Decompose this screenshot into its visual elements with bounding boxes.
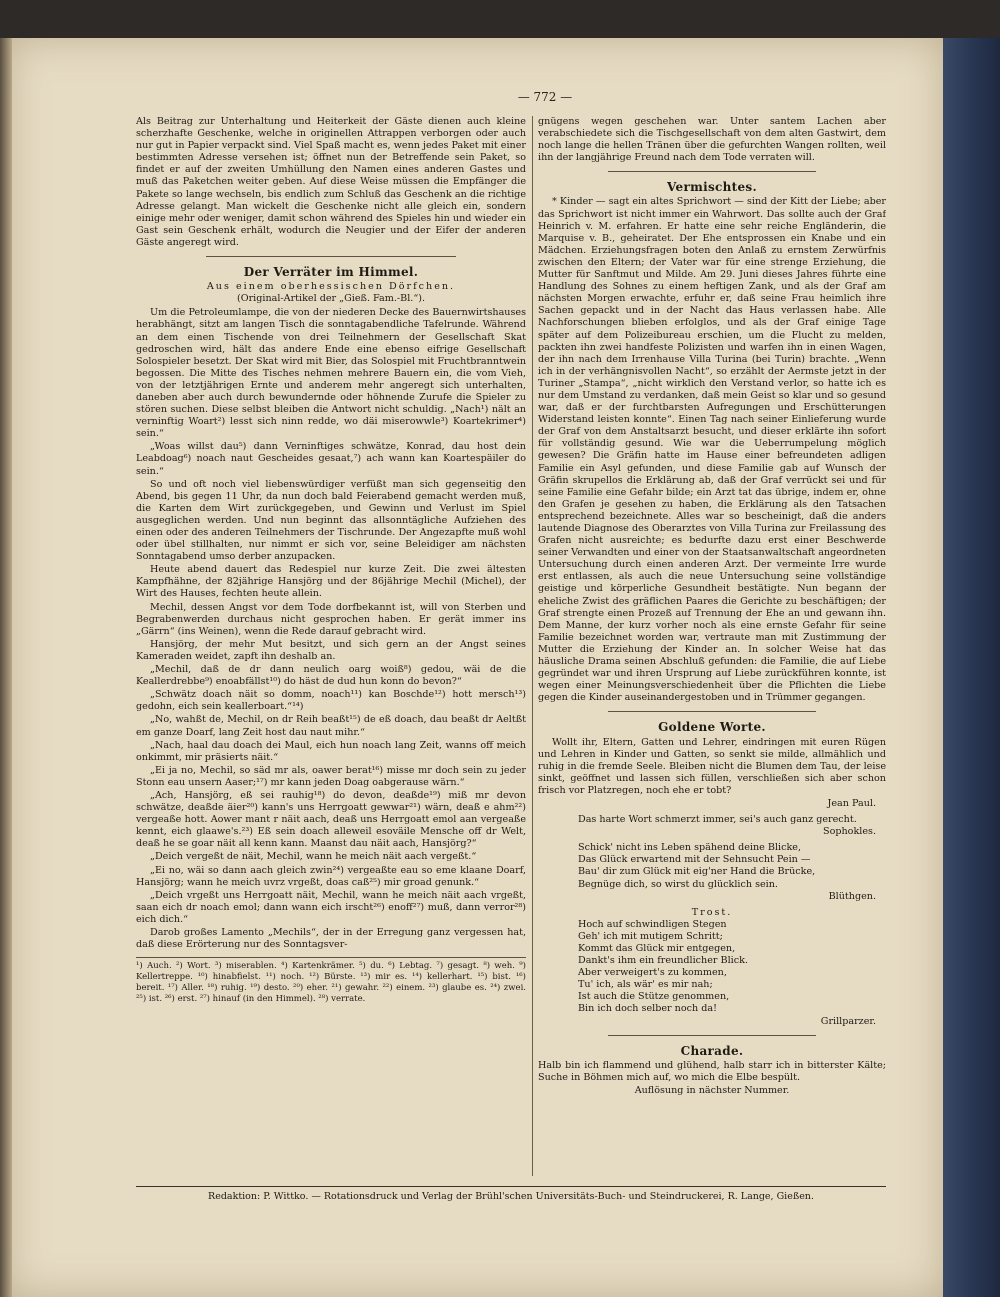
paragraph: Hansjörg, der mehr Mut besitzt, und sich gern an der Angst seines Kameraden weidet, zapft ihn deshalb an. — [136, 638, 526, 662]
intro-paragraph: Als Beitrag zur Unterhaltung und Heiterkeit der Gäste dienen auch kleine scherzhafte Geschenke, welche in originellen Attrappen verborgen oder auch nur gut in Papier verpackt sind. Viel Spaß macht es, wenn jedes Paket mit einer bestimmten Adresse versehen ist; öffnet nun der Betreffende sein Paket, so findet er auf der zweiten Umhüllung den Namen eines anderen Gastes und muß das Paketchen weiter geben. Auf diese Weise müssen die Empfänger die Pakete so lange wechseln, bis endlich zum Schluß das Geschenk an die richtige Adresse gelangt. Man wickelt die Geschenke nicht alle gleich ein, sondern einige mehr oder weniger, damit schon während des Spieles hin und wieder ein Gast sein Geschenk erhält, wodurch die Neugier und der Eifer der anderen Gäste angeregt wird. — [136, 116, 526, 248]
paragraph: „Deich vergeßt de näit, Mechil, wann he meich näit aach vergeßt.“ — [150, 851, 477, 863]
paragraph: So und oft noch viel liebenswürdiger verfüßt man sich gegenseitig den Abend, bis gegen 11 Uhr, da nun doch bald Feierabend gemacht werden muß, die Karten dem Wirt zurückgegeben, und Gewinn und Verlust im Spiel ausgeglichen werden. Und nun beginnt das allsonntägliche Aufziehen des einen oder des anderen Teilnehmers der Tischrunde. Der Angezapfte muß wohl oder übel stillhalten, nur nimmt er sich vor, seine Beleidiger am nächsten Sonntagabend umso derber anzupacken. — [136, 478, 526, 563]
charade-title: Charade. — [680, 1043, 744, 1058]
goldene-worte-prose: Wollt ihr, Eltern, Gatten und Lehrer, eindringen mit euren Rügen und Lehren in Kinder und Gatten, so senkt sie milde, allmählich und ruhig in die fremde Seele. Bleiben nicht die Blumen dem Tau, der leise sinkt, geöffnet und lassen sich füllen, verschließen sich aber schon frisch vor Platzregen, noch ehe er tobt? — [538, 736, 886, 796]
poem-line: Tu' ich, als wär' es mir nah; — [578, 979, 713, 991]
poem-title: Trost. — [691, 906, 733, 918]
poem-line: Kommt das Glück mir entgegen, — [578, 943, 736, 954]
poem-line: Bin ich doch selber noch da! — [578, 1003, 717, 1015]
article-title: Der Verräter im Himmel. — [243, 265, 419, 280]
poem-line: Begnüge dich, so wirst du glücklich sein. — [578, 878, 778, 890]
paragraph: Heute abend dauert das Redespiel nur kurze Zeit. Die zwei ältesten Kampfhähne, der 82jährige Hansjörg und der 86jährige Mechil (Michel), der Wirt des Hauses, fechten heute allein. — [136, 564, 526, 600]
paragraph: „Ei no, wäi so dann aach gleich zwin²⁴) vergeaßte eau so eme klaane Doarf, Hansjörg; wann he meich uvrz vrgeßt, doas caß²⁵) mir groad genunk.“ — [136, 864, 526, 888]
poem-author: Grillparzer. — [820, 1015, 876, 1027]
paragraph: „Deich vrgeßt uns Herrgoatt näit, Mechil, wann he meich näit aach vrgeßt, saan eich dr noach emol; dann wann eich irscht²⁶) enoff²⁷) muß, dann verror²⁸) eich dich.“ — [136, 889, 526, 925]
paragraph: Darob großes Lamento „Mechils“, der in der Erregung ganz vergessen hat, daß diese Erörterung nur des Sonntagsver- — [136, 927, 526, 951]
paragraph: „Ach, Hansjörg, eß sei rauhig¹⁸) do devon, deaßde¹⁹) miß mr devon schwätze, deaßde äier²⁰) kann's uns Herrgoatt gewwar²¹) wärn, deaß e ahm²²) vergeaße hott. Aower mant r näit aach, deaß uns Herrgoatt emol aan vergeaße kennt, eich glaawe's.²³) Eß sein doach alleweil esoväile Mensche off dr Welt, deaß he se goar näit all kenn kann. Maanst dau näit aach, Hansjörg?“ — [136, 789, 526, 850]
continuation-paragraph: gnügens wegen geschehen war. Unter santem Lachen aber verabschiedete sich die Tischgesellschaft von dem alten Gastwirt, dem noch lange die hellen Tränen über die gefurchten Wangen rollten, weil ihn der langjährige Freund nach dem Tode verraten will. — [538, 116, 886, 164]
article-subtitle: Aus einem oberhessischen Dörfchen. — [206, 281, 456, 293]
vermischtes-text: * Kinder — sagt ein altes Sprichwort — sind der Kitt der Liebe; aber das Sprichwort ist nicht immer ein Wahrwort. Das sollte auch der Graf Heinrich v. M. erfahren. Er hatte eine sehr reiche Engländerin, die Marquise v. B., geheiratet. Der Ehe entsprossen ein Knabe und ein Mädchen. Erziehungsfragen boten den Anlaß zu ernstem Zerwürfnis zwischen den Eltern; der Vater war für eine strenge Erziehung, die Mutter für Sanftmut und Milde. Am 29. Juni dieses Jahres führte eine Handlung des Sohnes zu einem heftigen Zank, und als der Graf am nächsten Morgen erwachte, erfuhr er, daß seine Frau heimlich ihre Sachen gepackt und in der Nacht das Haus verlassen habe. Alle Nachforschungen blieben erfolglos, und als der Graf einige Tage später auf dem Polizeibureau erschien, um die Flucht zu melden, packten ihn zwei handfeste Polizisten und warfen ihn in einen Wagen, der ihn nach dem Irrenhause Villa Turina (bei Turin) brachte. „Wenn ich in der verhängnisvollen Nacht“, so erzählt der Aermste jetzt in der Turiner „Stampa“, „nicht wirklich den Verstand verlor, so hatte ich es nur dem Umstand zu verdanken, daß mein Geist so klar und so gesund war, daß er der furchtbarsten Aufregungen und Erschütterungen Widerstand leisten konnte“. Einen Tag nach seiner Einlieferung wurde der Graf von dem Anstaltsarzt besucht, und dieser erklärte ihn sofort für vollständig gesund. Wie war die Ueberrumpelung möglich gewesen? Die Gräfin hatte im Hause einer befreundeten adligen Familie ein Asyl gefunden, und diese Familie gab auf Wunsch der Gräfin skrupellos die Erklärung ab, daß der Graf verrückt sei und für seine Familie eine Gefahr bilde; ein Arzt tat das übrige, indem er, ohne den Grafen je gesehen zu haben, die Erklärung als den Tatsachen entsprechend bezeichnete. Alles war so bescheinigt, daß die anders lautende Diagnose des Oberarztes von Villa Turina zur Freilassung des Grafen nicht ausreichte; es bedurfte dazu erst einer Beschwerde seiner Verwandten und einer von der Staatsanwaltschaft angeordneten Untersuchung durch einen anderen Arzt. Der vermeinte Irre wurde erst entlassen, als auch die neue Untersuchung seine vollständige geistige und körperliche Gesundheit bestätigte. Nun begann der eheliche Zwist des gräflichen Paares die Gerichte zu beschäftigen; der Graf strengte einen Prozeß auf Trennung der Ehe an und gewann ihn. Dem Manne, der kurz vorher noch als eine ernste Gefahr für seine Familie bezeichnet worden war, vertraute man mit Zustimmung der Mutter die Erziehung der Kinder an. In solcher Weise hat das häusliche Drama seinen Abschluß gefunden: die Familie, die auf Liebe gegründet war und ihren Ursprung auf Liebe zurückführen konnte, ist wegen einer Meinungsverschiedenheit über die Pflichten die Liebe gegen die Kinder auseinandergestoben und in Trümmer gegangen. — [538, 196, 886, 704]
section-rule — [206, 256, 456, 257]
paragraph: „Ei ja no, Mechil, so säd mr als, oawer berat¹⁶) misse mr doch sein zu jeder Stonn eau unsern Aaser;¹⁷) mr kann jeden Doag oabgerause wärn.“ — [136, 764, 526, 788]
poem-line: Schick' nicht ins Leben spähend deine Blicke, — [578, 842, 801, 854]
poem-line: Ist auch die Stütze genommen, — [578, 991, 730, 1003]
goldene-worte-title: Goldene Worte. — [658, 720, 766, 735]
poem-author: Blüthgen. — [828, 890, 876, 902]
page-edge — [0, 38, 12, 1297]
poem-line: Bau' dir zum Glück mit eig'ner Hand die Brücke, — [578, 866, 816, 878]
right-column — [538, 116, 886, 1174]
paragraph: „Woas willst dau⁵) dann Verninftiges schwätze, Konrad, dau host dein Leabdoag⁶) noach naut Gescheides gesaat,⁷) ach wann kan Koartespäiler do sein.“ — [136, 441, 526, 477]
page-number: — 772 — — [517, 90, 573, 104]
poem-line: Geh' ich mit mutigem Schritt; — [578, 930, 723, 942]
imprint-footer: Redaktion: P. Wittko. — Rotationsdruck und Verlag der Brühl'schen Universitäts-Buch- und Steindruckerei, R. Lange, Gießen. — [136, 1186, 886, 1207]
section-rule — [608, 1035, 816, 1036]
quote: Das harte Wort schmerzt immer, sei's auch ganz gerecht. — [578, 814, 857, 826]
vermischtes-title: Vermischtes. — [667, 180, 757, 195]
charade-text: Halb bin ich flammend und glühend, halb starr ich in bitterster Kälte; Suche in Böhmen mich auf, wo mich die Elbe bespült. — [538, 1059, 886, 1083]
prose-author: Jean Paul. — [827, 797, 876, 809]
section-rule — [608, 171, 816, 172]
charade-solution: Auflösung in nächster Nummer. — [634, 1084, 790, 1096]
quote-author: Sophokles. — [823, 826, 876, 838]
paragraph: „Schwätz doach näit so domm, noach¹¹) kan Boschde¹²) hott mersch¹³) gedohn, eich sein keallerboart.“¹⁴) — [136, 689, 526, 713]
paragraph: „Nach, haal dau doach dei Maul, eich hun noach lang Zeit, wanns off meich onkimmt, mir präsierts näit.“ — [136, 739, 526, 763]
paragraph: „Mechil, daß de dr dann neulich oarg woiß⁸) gedou, wäi de die Keallerdrebbe⁹) enoabfällst¹⁰) do häst de dud hun konn do bevon?“ — [136, 664, 526, 688]
paragraph: „No, wahßt de, Mechil, on dr Reih beaßt¹⁵) de eß doach, dau beaßt dr Aeltßt em ganze Doarf, lang Zeit host dau naut mihr.“ — [136, 714, 526, 738]
footnotes: ¹) Auch. ²) Wort. ³) miserablen. ⁴) Kartenkrämer. ⁵) du. ⁶) Lebtag. ⁷) gesagt. ⁸) weh. ⁹) Kellertreppe. ¹⁰) hinabfielst. ¹¹) noch. ¹²) Bürste. ¹³) mir es. ¹⁴) kellerhart. ¹⁵) bist. ¹⁶) bereit. ¹⁷) Aller. ¹⁸) ruhig. ¹⁹) desto. ²⁰) eher. ²¹) gewahr. ²²) einem. ²³) glaube es. ²⁴) zwei. ²⁵) ist. ²⁶) erst. ²⁷) hinauf (in den Himmel). ²⁸) verrate. — [136, 957, 526, 1005]
article-source: (Original-Artikel der „Gieß. Fam.-Bl.“). — [236, 293, 426, 305]
poem-line: Das Glück erwartend mit der Sehnsucht Pein — — [578, 854, 811, 866]
poem-line: Hoch auf schwindligen Stegen — [578, 918, 727, 930]
left-column — [136, 116, 526, 1174]
book-binding — [943, 38, 1000, 1297]
section-rule — [608, 711, 816, 712]
paragraph: Mechil, dessen Angst vor dem Tode dorfbekannt ist, will von Sterben und Begrabenwerden durchaus nicht gesprochen haben. Er gerät immer ins „Gärrn“ (ins Weinen), wenn die Rede darauf gebracht wird. — [136, 601, 526, 637]
poem-line: Dankt's ihm ein freundlicher Blick. — [578, 955, 748, 967]
column-divider — [532, 116, 533, 1176]
poem-line: Aber verweigert's zu kommen, — [578, 967, 727, 979]
paragraph: Um die Petroleumlampe, die von der niederen Decke des Bauernwirtshauses herabhängt, sitzt am langen Tisch die sonntagabendliche Tafelrunde. Während an dem einen Tischende von drei Teilnehmern der Gesellschaft Skat gedroschen wird, hält das andere Ende eine ebenso eifrige Gesellschaft Solospieler besetzt. Der Skat wird mit Bier, das Solospiel mit Fruchtbranntwein begossen. Die Mitte des Tisches nehmen mehrere Bauern ein, die vom Vieh, von der letztjährigen Ernte und anderem mehr angeregt sich unterhalten, daneben aber auch durch bewundernde oder höhnende Zurufe die Spieler zu stören suchen. Diese selbst bleiben die Antwort nicht schuldig. „Nach¹) nält an verninftig Woart²) lesst sich ninn redde, wo däi miserowwle³) Koartekrimer⁴) sein.“ — [136, 307, 526, 440]
